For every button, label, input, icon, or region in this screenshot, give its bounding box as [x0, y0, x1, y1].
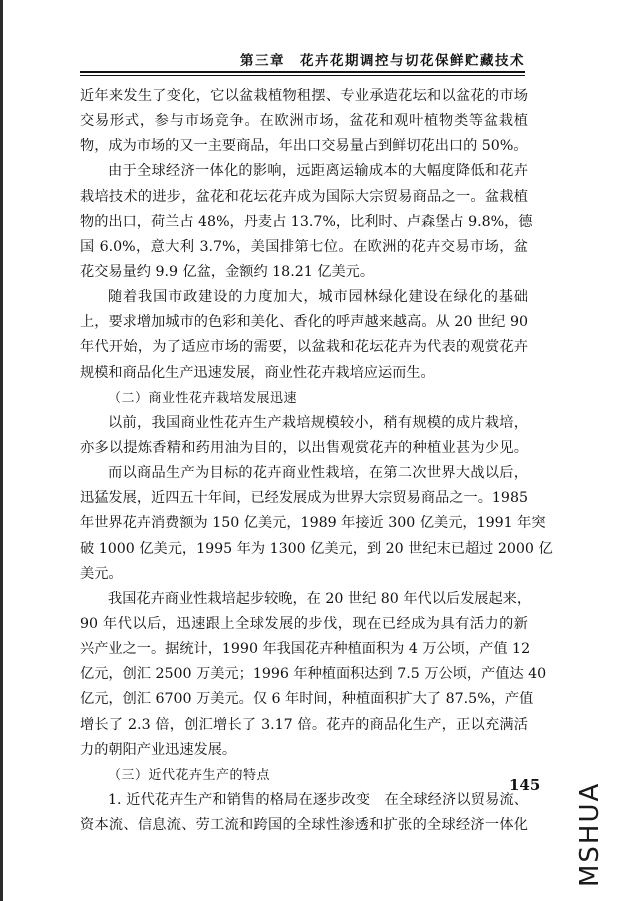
- section-heading: （二）商业性花卉栽培发展迅速: [108, 390, 298, 406]
- text-line: 90 年代以后，迅速跟上全球发展的步伐，现在已经成为具有活力的新: [80, 615, 528, 632]
- text-line: 破 1000 亿美元，1995 年为 1300 亿美元，到 20 世纪末已超过 2000 亿: [80, 540, 553, 557]
- text-line: 以前，我国商业性花卉生产栽培规模较小，稍有规模的成片栽培，: [108, 414, 528, 431]
- running-header: 第三章 花卉花期调控与切花保鲜贮藏技术: [240, 53, 525, 69]
- page-edge-shadow: [0, 0, 3, 901]
- text-line: 近年来发生了变化，它以盆栽植物租摆、专业承造花坛和以盆花的市场: [80, 88, 528, 104]
- text-line: 亿元，创汇 2500 万美元；1996 年种植面积达到 7.5 万公顷，产值达 40: [80, 666, 547, 683]
- text-line: 美元。: [80, 565, 123, 582]
- text-line: 我国花卉商业性栽培起步较晚，在 20 世纪 80 年代以后发展起来，: [108, 590, 532, 607]
- text-line: 年代开始，为了适应市场的需要，以盆栽和花坛花卉为代表的观赏花卉: [80, 339, 528, 356]
- text-line: 物，成为市场的又一主要商品，年出口交易量占到鲜切花出口的 50%。: [80, 138, 528, 155]
- text-line: 随着我国市政建设的力度加大，城市园林绿化建设在绿化的基础: [108, 289, 528, 306]
- text-line: 力的朝阳产业迅速发展。: [80, 741, 237, 758]
- body-text: [80, 84, 553, 838]
- watermark-text: MSHUA: [575, 781, 605, 887]
- text-line: 交易形式，参与市场竞争。在欧洲市场，盆花和观叶植物类等盆栽植: [80, 113, 528, 130]
- page-number: 145: [509, 776, 541, 794]
- text-line: 而以商品生产为目标的花卉商业性栽培，在第二次世界大战以后，: [108, 465, 528, 482]
- text-line: 物的出口，荷兰占 48%，丹麦占 13.7%，比利时、卢森堡占 9.8%，德: [80, 213, 533, 230]
- text-line: 资本流、信息流、劳工流和跨国的全球性渗透和扩张的全球经济一体化: [80, 817, 528, 834]
- text-line: 迅猛发展，近四五十年间，已经发展成为世界大宗贸易商品之一。1985: [80, 490, 528, 507]
- header-rule-thin: [80, 75, 525, 76]
- text-line: 增长了 2.3 倍，创汇增长了 3.17 倍。花卉的商品化生产，正以充满活: [80, 716, 528, 733]
- text-line: 栽培技术的进步，盆花和花坛花卉成为国际大宗贸易商品之一。盆栽植: [80, 188, 528, 205]
- text-line: 规模和商品化生产迅速发展，商业性花卉栽培应运而生。: [80, 364, 435, 381]
- text-line: 亿元，创汇 6700 万美元。仅 6 年时间，种植面积扩大了 87.5%，产值: [80, 691, 534, 708]
- text-line: 由于全球经济一体化的影响，远距离运输成本的大幅度降低和花卉: [108, 163, 528, 180]
- text-line: 国 6.0%，意大利 3.7%，美国排第七位。在欧洲的花卉交易市场，盆: [80, 238, 528, 255]
- text-line: 兴产业之一。据统计，1990 年我国花卉种植面积为 4 万公顷，产值 12: [80, 641, 531, 658]
- header-rule-thick: [80, 71, 525, 73]
- section-heading: （三）近代花卉生产的特点: [108, 767, 271, 783]
- text-line: 年世界花卉消费额为 150 亿美元，1989 年接近 300 亿美元，1991 年突: [80, 515, 546, 532]
- text-line: 花交易量约 9.9 亿盆，金额约 18.21 亿美元。: [80, 263, 375, 280]
- text-line: 1. 近代花卉生产和销售的格局在逐步改变 在全球经济以贸易流、: [108, 791, 528, 808]
- text-line: 上，要求增加城市的色彩和美化、香化的呼声越来越高。从 20 世纪 90: [80, 314, 528, 331]
- text-line: 亦多以提炼香精和药用油为目的，以出售观赏花卉的种植业甚为少见。: [80, 439, 528, 456]
